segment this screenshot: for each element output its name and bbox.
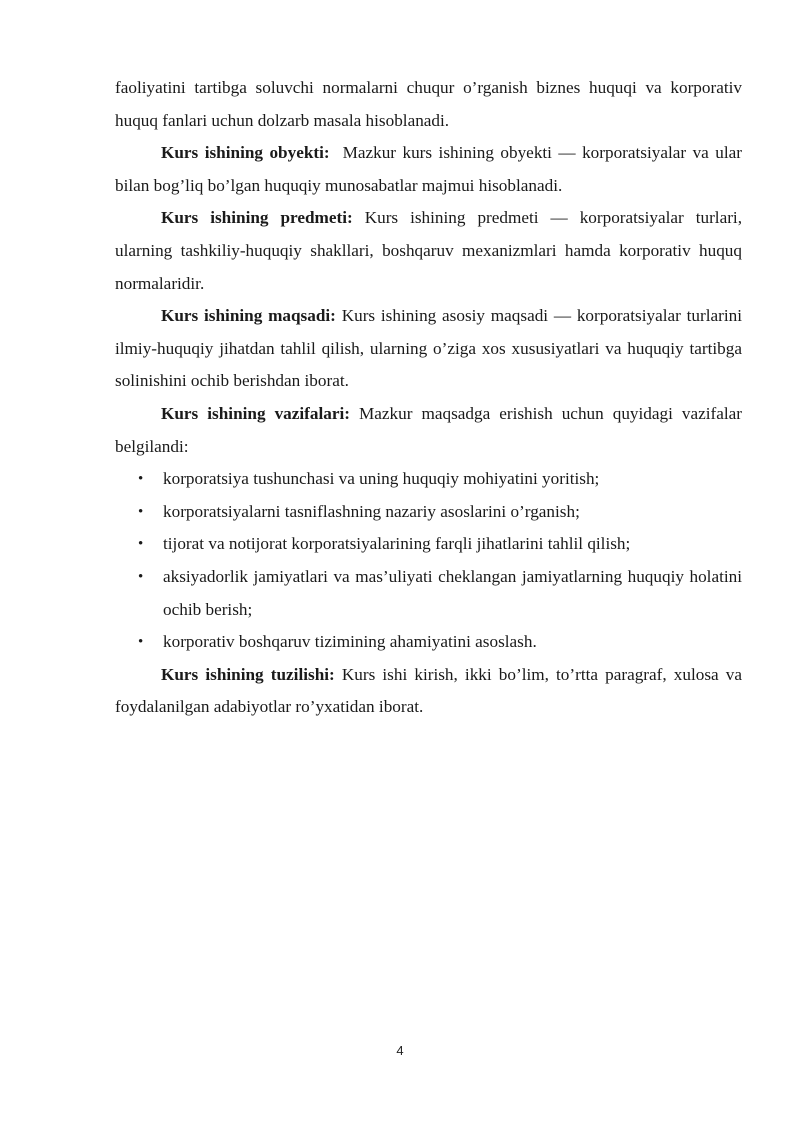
goal-paragraph: [115, 300, 742, 398]
tasks-list: [115, 463, 742, 659]
object-paragraph: [115, 137, 742, 202]
document-body: [115, 72, 742, 724]
bullet-icon: •: [138, 634, 144, 651]
list-item: [138, 463, 742, 496]
list-item: [138, 626, 742, 659]
list-item-text: korporativ boshqaruv tizimining ahamiyatini asoslash.: [163, 632, 537, 652]
list-item: [138, 561, 742, 626]
structure-paragraph: [115, 659, 742, 724]
tasks-label: Kurs ishining vazifalari:: [161, 403, 350, 423]
goal-label: Kurs ishining maqsadi:: [161, 306, 336, 326]
list-item-text: korporatsiyalarni tasniflashning nazariy asoslarini o’rganish;: [163, 501, 580, 521]
bullet-icon: •: [138, 568, 144, 585]
list-item: [138, 528, 742, 561]
list-item: [138, 496, 742, 529]
intro-paragraph: faoliyatini tartibga soluvchi normalarni chuqur o’rganish biznes huquqi va korporativ huquq fanlari uchun dolzarb masala hisoblanadi.: [115, 78, 742, 130]
subject-text: Kurs ishining predmeti — korporatsiyalar turlari, ularning tashkiliy-huquqiy shakllari, boshqaruv mexanizmlari hamda korporativ huquq normalaridir.: [115, 208, 743, 293]
page-number: 4: [396, 1043, 404, 1058]
list-item-text: aksiyadorlik jamiyatlari va mas’uliyati cheklangan jamiyatlarning huquqiy holatini ochib berish;: [163, 566, 742, 619]
bullet-icon: •: [138, 536, 144, 553]
subject-paragraph: [115, 202, 742, 300]
object-text: Mazkur kurs ishining obyekti — korporatsiyalar va ular bilan bog’liq bo’lgan huquqiy munosabatlar majmui hisoblanadi.: [115, 143, 742, 195]
structure-text: Kurs ishi kirish, ikki bo’lim, to’rtta paragraf, xulosa va foydalanilgan adabiyotlar ro’yxatidan iborat.: [115, 664, 743, 717]
tasks-intro-text: Mazkur maqsadga erishish uchun quyidagi vazifalar belgilandi:: [115, 403, 743, 456]
subject-label: Kurs ishining predmeti:: [161, 208, 353, 228]
bullet-icon: •: [138, 503, 144, 520]
object-label: Kurs ishining obyekti:: [161, 143, 330, 163]
tasks-paragraph: [115, 398, 742, 463]
list-item-text: korporatsiya tushunchasi va uning huquqiy mohiyatini yoritish;: [163, 469, 600, 489]
goal-text: Kurs ishining asosiy maqsadi — korporatsiyalar turlarini ilmiy-huquqiy jihatdan tahlil qilish, ularning o’ziga xos xususiyatlari va huquqiy tartibga solinishini ochib berishdan iborat.: [115, 306, 742, 391]
bullet-icon: •: [138, 471, 144, 488]
structure-label: Kurs ishining tuzilishi:: [161, 664, 335, 684]
list-item-text: tijorat va notijorat korporatsiyalarining farqli jihatlarini tahlil qilish;: [163, 534, 631, 554]
